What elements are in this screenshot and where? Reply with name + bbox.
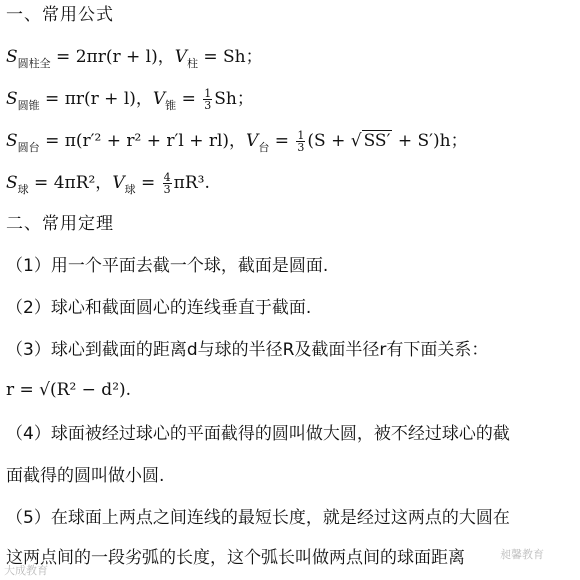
formula-cylinder: $S_{圆柱全} = 2\pi r(r + l)$，$V_柱 = Sh$； (6, 47, 263, 70)
formula-sphere: $S_球 = 4\pi R^2$，$V_球$ = $\frac{4}{3}$ πR³. (6, 171, 210, 196)
cylinder-total-label: 圆柱全 (17, 57, 51, 70)
watermark-left: 大成教育 (4, 564, 48, 577)
theorem-4-line-1: （4）球面被经过球心的平面截得的圆叫做大圆，被不经过球心的截 (6, 424, 510, 444)
sqrt-sign: √ SS′ (350, 131, 391, 151)
theorem-3: （3）球心到截面的距离d与球的半径R及截面半径r有下面关系： (6, 340, 489, 360)
formula-cone: $S_{圆锥} = \pi r(r + l)$，$V_锥$ = $\frac{1}{3}$ Sh； (6, 87, 254, 112)
section-1-title: 一、常用公式 (6, 5, 114, 25)
theorem-2: （2）球心和截面圆心的连线垂直于截面. (6, 298, 312, 318)
theorem-3-formula: r = √(R² − d²). (6, 380, 132, 400)
fraction-one-third: $\frac{1}{3}$ (204, 87, 212, 112)
fraction-four-thirds: $\frac{4}{3}$ (163, 171, 171, 196)
theorem-5-line-2: 这两点间的一段劣弧的长度，这个弧长叫做两点间的球面距离 (6, 548, 465, 568)
section-2-title: 二、常用定理 (6, 214, 114, 234)
theorem-4-line-2: 面截得的圆叫做小圆. (6, 466, 165, 486)
watermark-right: 昶馨教育 (500, 548, 544, 561)
theorem-1: （1）用一个平面去截一个球，截面是圆面. (6, 256, 329, 276)
theorem-5-line-1: （5）在球面上两点之间连线的最短长度，就是经过这两点的大圆在 (6, 508, 510, 528)
formula-frustum: $S_{圆台} = \pi(r'^2 + r^2 + r'l + rl)$，$V_台$ = $\frac{1}{3}$ (S + √ SS′ + S′)h； (6, 129, 468, 154)
fraction-one-third: $\frac{1}{3}$ (297, 129, 305, 154)
